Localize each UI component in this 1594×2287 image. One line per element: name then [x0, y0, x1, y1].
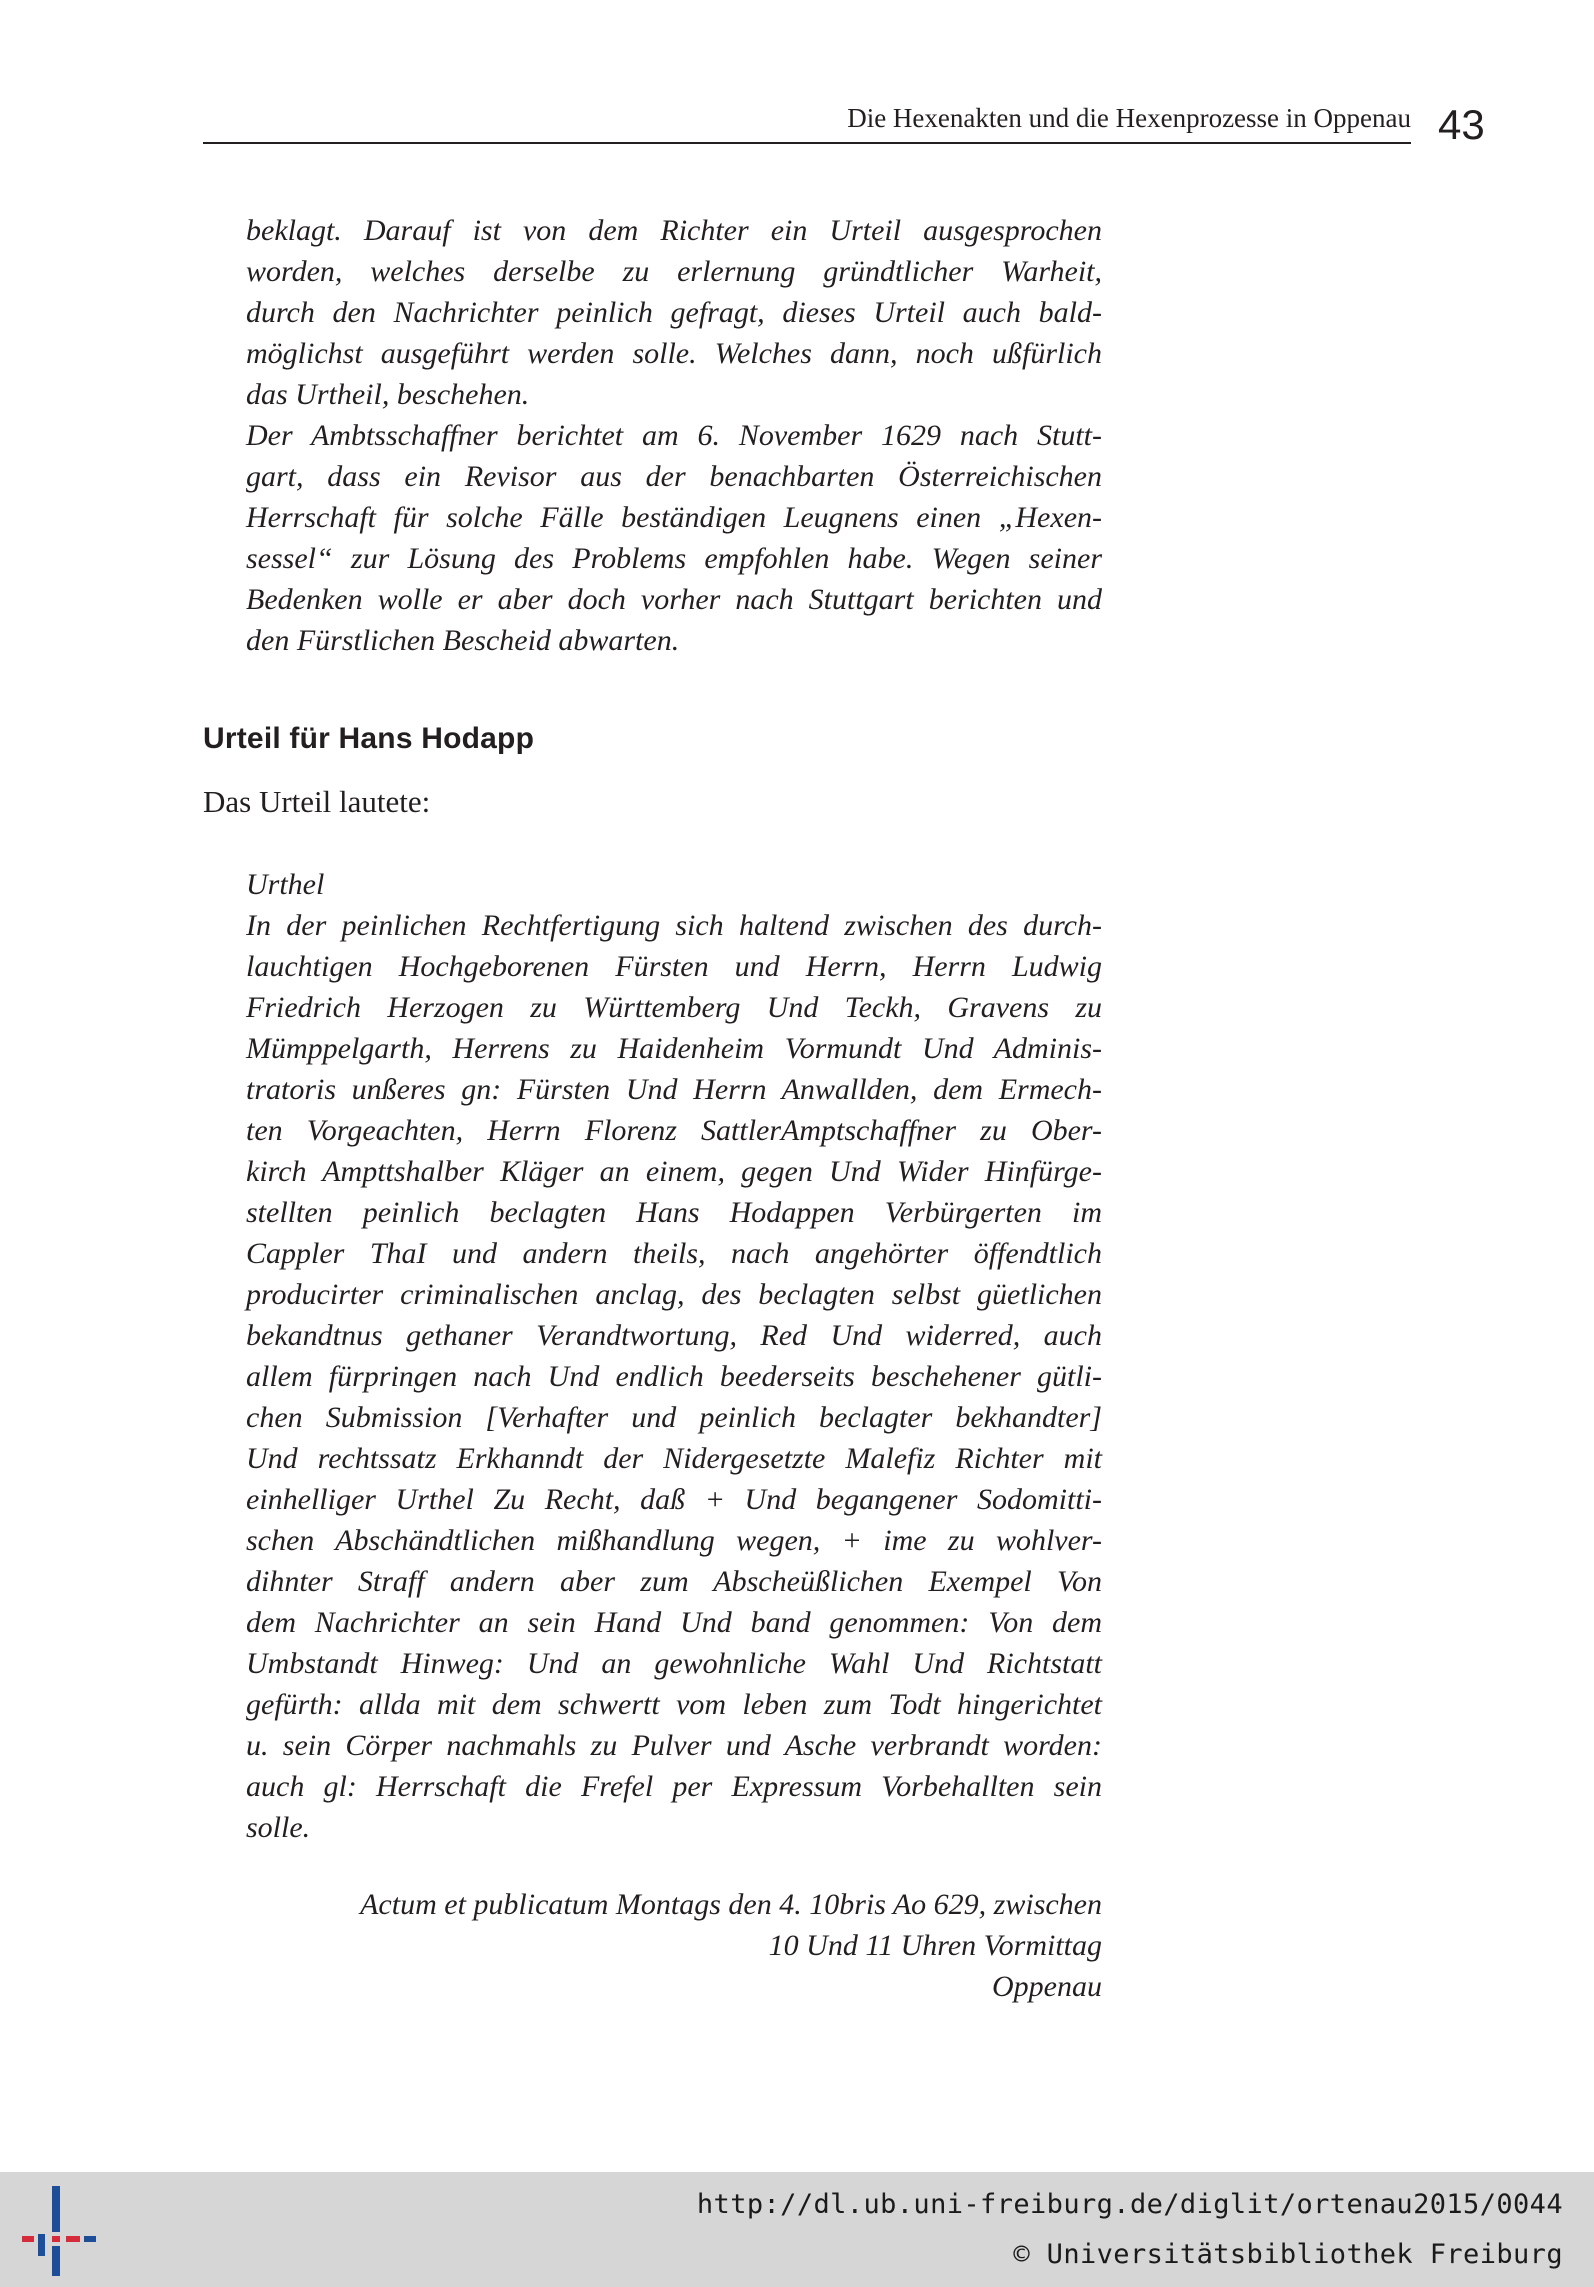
quote-line: Cappler ThaI und andern theils, nach angehörter öffendtlich [246, 1237, 1102, 1270]
permalink-url[interactable]: http://dl.ub.uni-freiburg.de/diglit/ortenau2015/0044 [696, 2189, 1563, 2220]
quote-line: tratoris unßeres gn: Fürsten Und Herrn Anwallden, dem Ermech- [246, 1073, 1102, 1106]
quote-line: u. sein Cörper nachmahls zu Pulver und Asche verbrandt worden: [246, 1729, 1102, 1762]
dateline-place: Oppenau [992, 1970, 1102, 2003]
quote-line: Herrschaft für solche Fälle beständigen Leugnens einen „Hexen- [246, 501, 1102, 534]
quote-line: den Fürstlichen Bescheid abwarten. [246, 624, 680, 657]
quote-line: Umbstandt Hinweg: Und an gewohnliche Wahl Und Richtstatt [246, 1647, 1102, 1680]
quote-line: Friedrich Herzogen zu Württemberg Und Teckh, Gravens zu [246, 991, 1102, 1024]
quote-line: allem fürpringen nach Und endlich beederseits beschehener gütli- [246, 1360, 1102, 1393]
quote-line: producirter criminalischen anclag, des beclagten selbst güetlichen [246, 1278, 1102, 1311]
quote-line: sessel“ zur Lösung des Problems empfohlen habe. Wegen seiner [246, 542, 1102, 575]
quote-line: auch gl: Herrschaft die Frefel per Expressum Vorbehallten sein [246, 1770, 1102, 1803]
quote-line: möglichst ausgeführt werden solle. Welches dann, noch ußfürlich [246, 337, 1102, 370]
quote-line: lauchtigen Hochgeborenen Fürsten und Herrn, Herrn Ludwig [246, 950, 1102, 983]
section-intro: Das Urteil lautete: [203, 784, 431, 819]
quote-line: das Urtheil, beschehen. [246, 378, 530, 411]
running-title: Die Hexenakten und die Hexenprozesse in Oppenau [847, 103, 1411, 133]
quote-line: chen Submission [Verhafter und peinlich beclagter bekhandter] [246, 1401, 1102, 1434]
ub-freiburg-logo-icon [20, 2186, 100, 2276]
quote-line: In der peinlichen Rechtfertigung sich haltend zwischen des durch- [246, 909, 1102, 942]
quote-line: Der Ambtsschaffner berichtet am 6. November 1629 nach Stutt- [246, 419, 1102, 452]
dateline-line: Actum et publicatum Montags den 4. 10bris Ao 629, zwischen [360, 1888, 1102, 1921]
library-footer-bar [0, 2172, 1594, 2287]
page-number: 43 [1438, 101, 1485, 148]
quoted-verdict [246, 864, 1102, 1848]
quote-line: solle. [246, 1811, 311, 1844]
quote-line: kirch Ampttshalber Kläger an einem, gegen Und Wider Hinfürge- [246, 1155, 1102, 1188]
quote-line: Mümppelgarth, Herrens zu Haidenheim Vormundt Und Adminis- [246, 1032, 1102, 1065]
section-heading: Urteil für Hans Hodapp [203, 722, 535, 755]
quote-line: ten Vorgeachten, Herrn Florenz SattlerAmptschaffner zu Ober- [246, 1114, 1102, 1147]
quote-line: durch den Nachrichter peinlich gefragt, dieses Urteil auch bald- [246, 296, 1102, 329]
quoted-passage-1 [246, 210, 1102, 661]
copyright-notice: © Universitätsbibliothek Freiburg [1013, 2239, 1563, 2270]
quote-line: schen Abschändtlichen mißhandlung wegen, + ime zu wohlver- [246, 1524, 1102, 1557]
quote-line: dem Nachrichter an sein Hand Und band genommen: Von dem [246, 1606, 1102, 1639]
quote-line: gart, dass ein Revisor aus der benachbarten Österreichischen [246, 460, 1102, 493]
quote-line: gefürth: allda mit dem schwertt vom leben zum Todt hingerichtet [246, 1688, 1102, 1721]
quote-line: Und rechtssatz Erkhanndt der Nidergesetzte Malefiz Richter mit [246, 1442, 1102, 1475]
quote-line: worden, welches derselbe zu erlernung gründtlicher Warheit, [246, 255, 1102, 288]
quote-line: einhelliger Urthel Zu Recht, daß + Und begangener Sodomitti- [246, 1483, 1102, 1516]
dateline-line: 10 Und 11 Uhren Vormittag [768, 1929, 1102, 1962]
quote-line: Bedenken wolle er aber doch vorher nach Stuttgart berichten und [246, 583, 1102, 616]
quote-line: bekandtnus gethaner Verandtwortung, Red Und widerred, auch [246, 1319, 1102, 1352]
quote-line: stellten peinlich beclagten Hans Hodappen Verbürgerten im [246, 1196, 1102, 1229]
verdict-title: Urthel [246, 868, 325, 901]
verdict-dateline [246, 1884, 1102, 2007]
running-header [203, 100, 1411, 144]
quote-line: beklagt. Darauf ist von dem Richter ein Urteil ausgesprochen [246, 214, 1102, 247]
quote-line: dihnter Straff andern aber zum Abscheüßlichen Exempel Von [246, 1565, 1102, 1598]
